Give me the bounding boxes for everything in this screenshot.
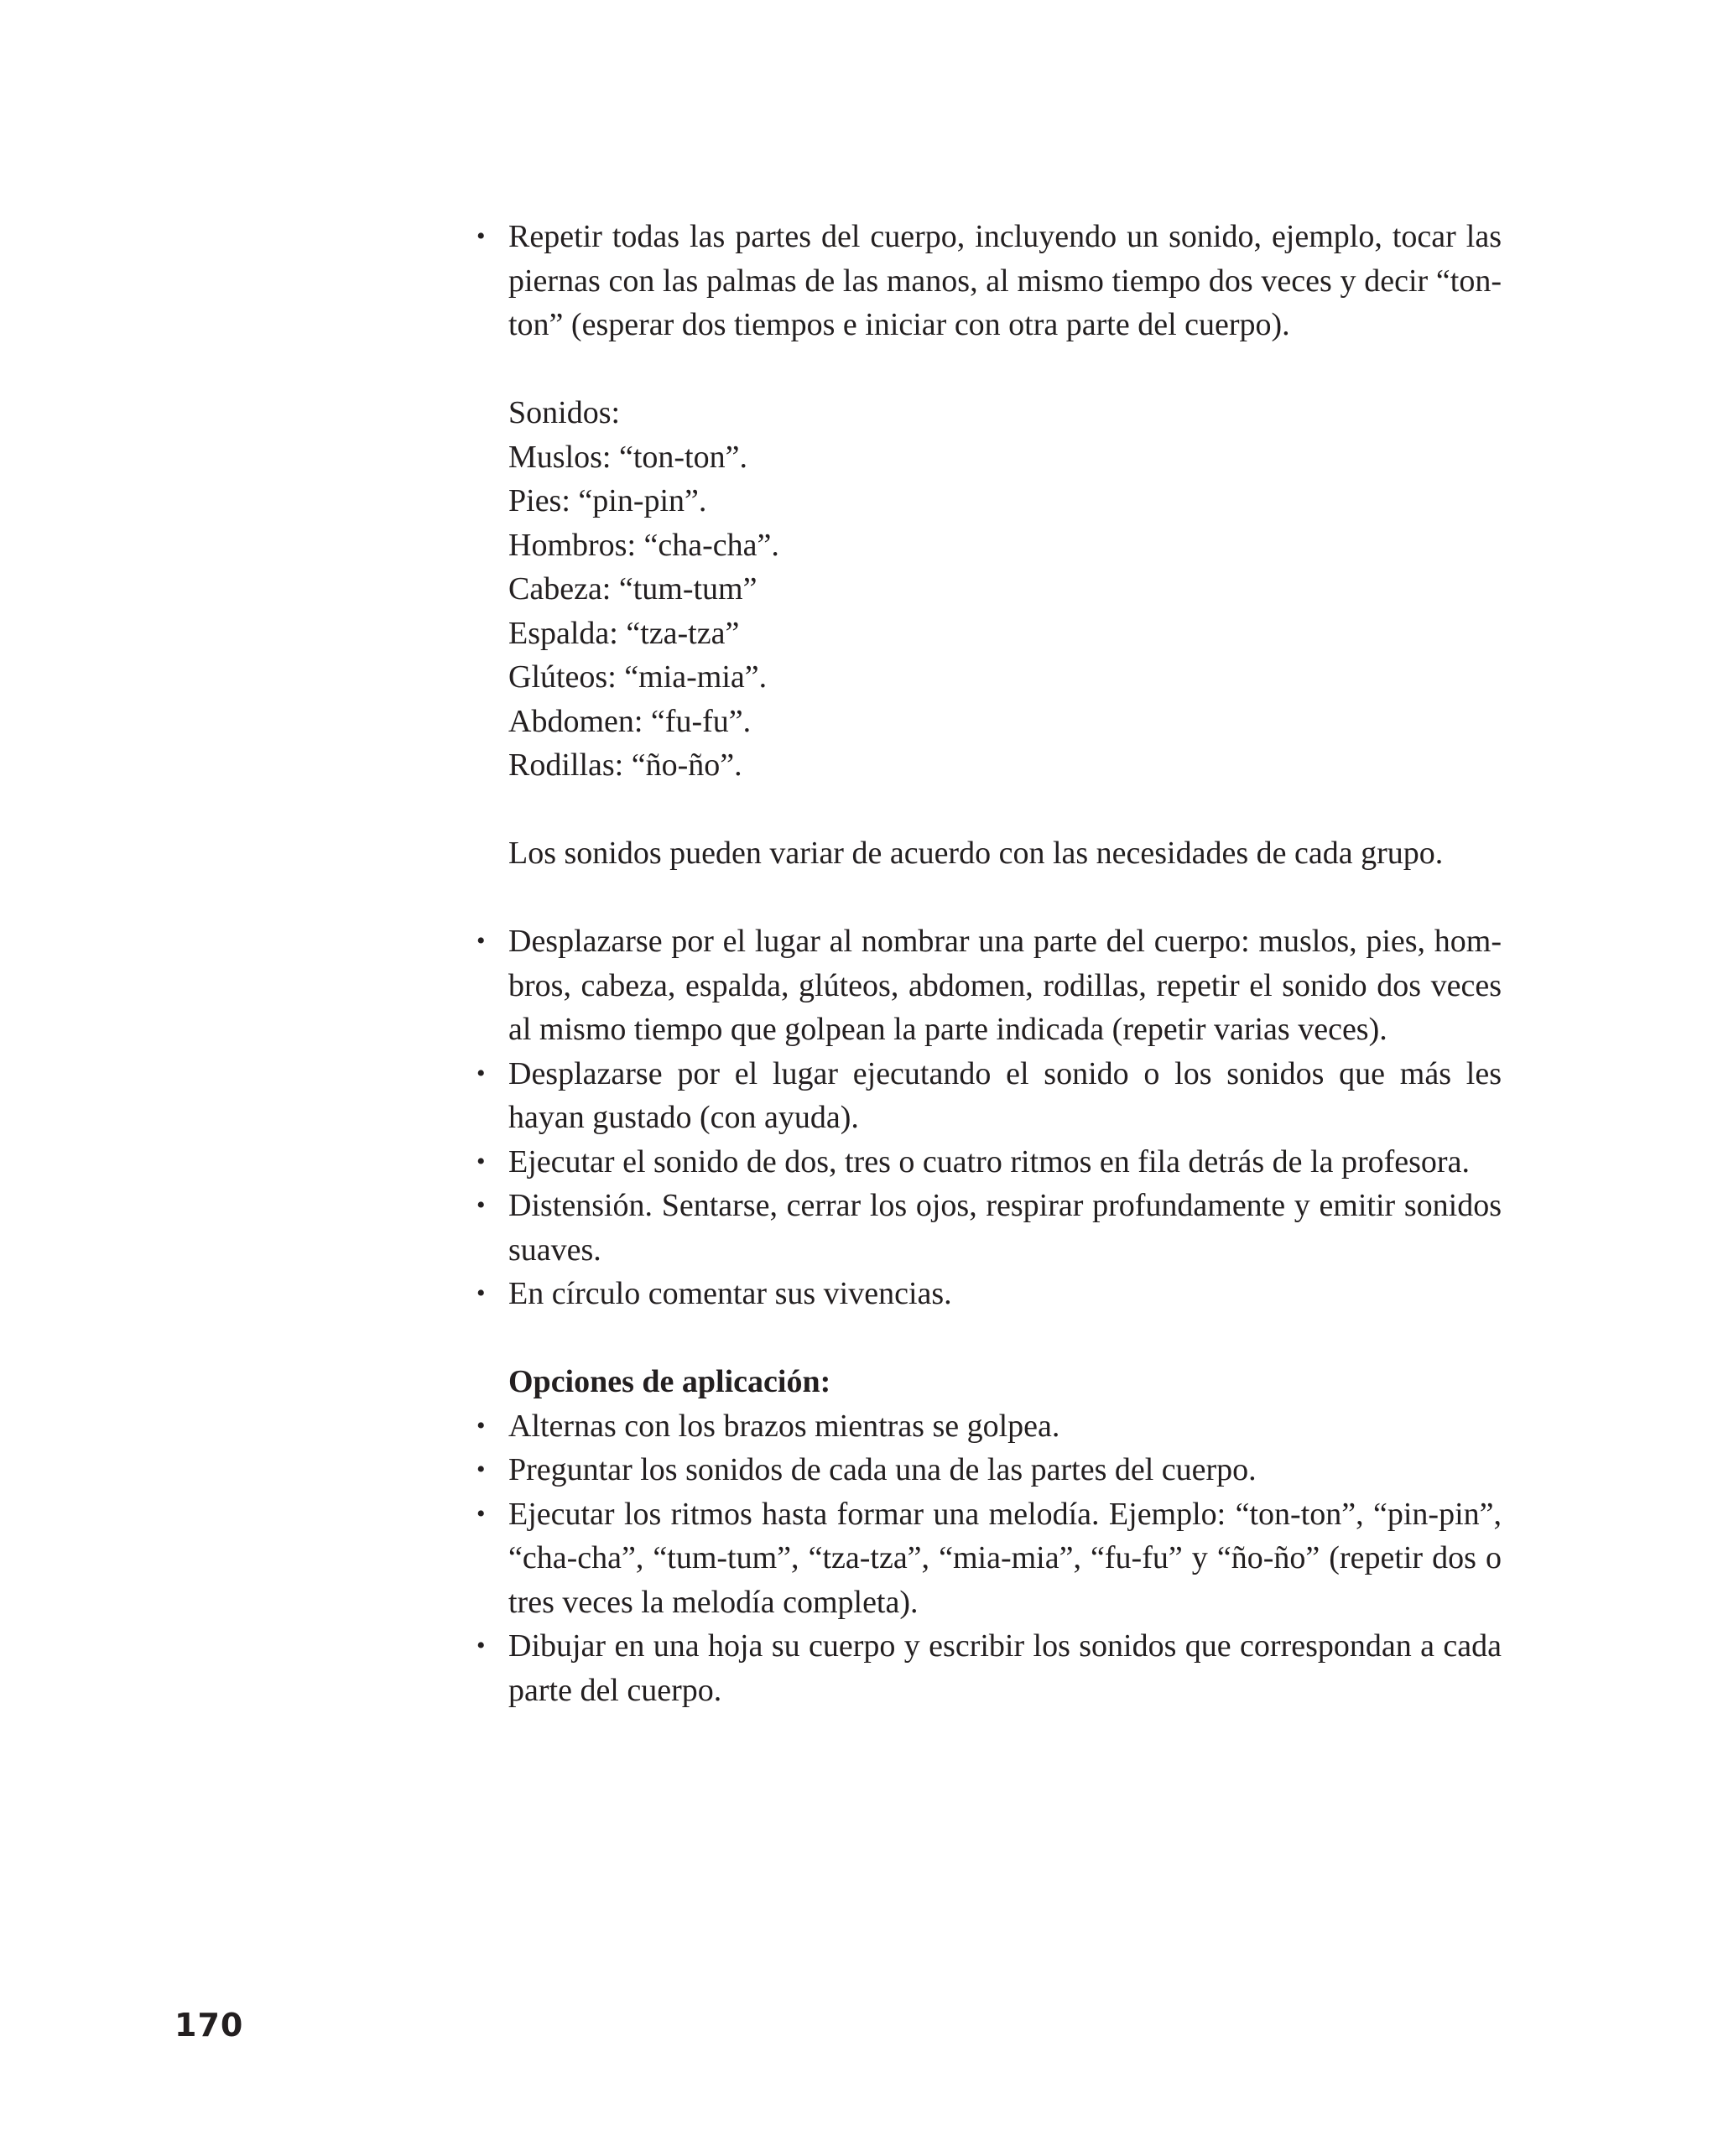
sound-item: Espalda: “tza-tza” <box>508 615 740 651</box>
option-item: • Dibujar en una hoja su cuerpo y escribir los sonidos que correspondan a cada parte del cuerpo. <box>470 1624 1502 1712</box>
option-item: • Alternas con los brazos mientras se golpea. <box>470 1404 1502 1449</box>
spacer <box>470 347 1502 392</box>
sound-item: Muslos: “ton-ton”. <box>508 439 747 475</box>
list-item: • Ejecutar el sonido de dos, tres o cuatro ritmos en fila detrás de la profesora. <box>470 1140 1502 1185</box>
page-body <box>470 215 1502 1712</box>
list-item: • Repetir todas las partes del cuerpo, incluyendo un sonido, ejemplo, tocar las piernas con las palmas de las manos, al mismo tiempo dos veces y decir “tonton” (esperar dos tiempos e iniciar con otra parte del cuerpo). <box>470 215 1502 347</box>
options-heading: Opciones de aplicación: <box>508 1364 831 1399</box>
page-number: 170 <box>174 2007 244 2044</box>
list-item: • Desplazarse por el lugar ejecutando el sonido o los sonidos que más les hayan gustado (con ayuda). <box>470 1052 1502 1140</box>
list-item: • Distensión. Sentarse, cerrar los ojos, respirar profundamente y emitir sonidos suaves. <box>470 1184 1502 1272</box>
option-item: • Preguntar los sonidos de cada una de las partes del cuerpo. <box>470 1448 1502 1492</box>
spacer <box>470 876 1502 920</box>
sound-item: Glúteos: “mia-mia”. <box>508 659 768 695</box>
spacer <box>470 788 1502 832</box>
option-item: • Ejecutar los ritmos hasta formar una melodía. Ejemplo: “ton-ton”, “pin-pin”, “cha-cha”, “tum-tum”, “tza-tza”, “mia-mia”, “fu-fu” y “ño-ño” (repetir dos o tres veces la melodía completa). <box>470 1492 1502 1625</box>
list-item: • En círculo comentar sus vivencias. <box>470 1272 1502 1316</box>
sound-item: Rodillas: “ño-ño”. <box>508 747 742 783</box>
sound-item: Abdomen: “fu-fu”. <box>508 703 752 739</box>
spacer <box>470 1316 1502 1361</box>
list-item: • Desplazarse por el lugar al nombrar una parte del cuerpo: muslos, pies, hombros, cabeza, espalda, glúteos, abdomen, rodillas, repetir el sonido dos veces al mismo tiempo que golpean la parte indicada (repetir varias veces). <box>470 919 1502 1052</box>
sound-item: Hombros: “cha-cha”. <box>508 527 779 563</box>
sounds-note: Los sonidos pueden variar de acuerdo con las necesidades de cada grupo. <box>508 836 1444 871</box>
sound-item: Pies: “pin-pin”. <box>508 483 707 518</box>
sounds-heading: Sonidos: <box>508 395 621 430</box>
sound-item: Cabeza: “tum-tum” <box>508 571 757 607</box>
